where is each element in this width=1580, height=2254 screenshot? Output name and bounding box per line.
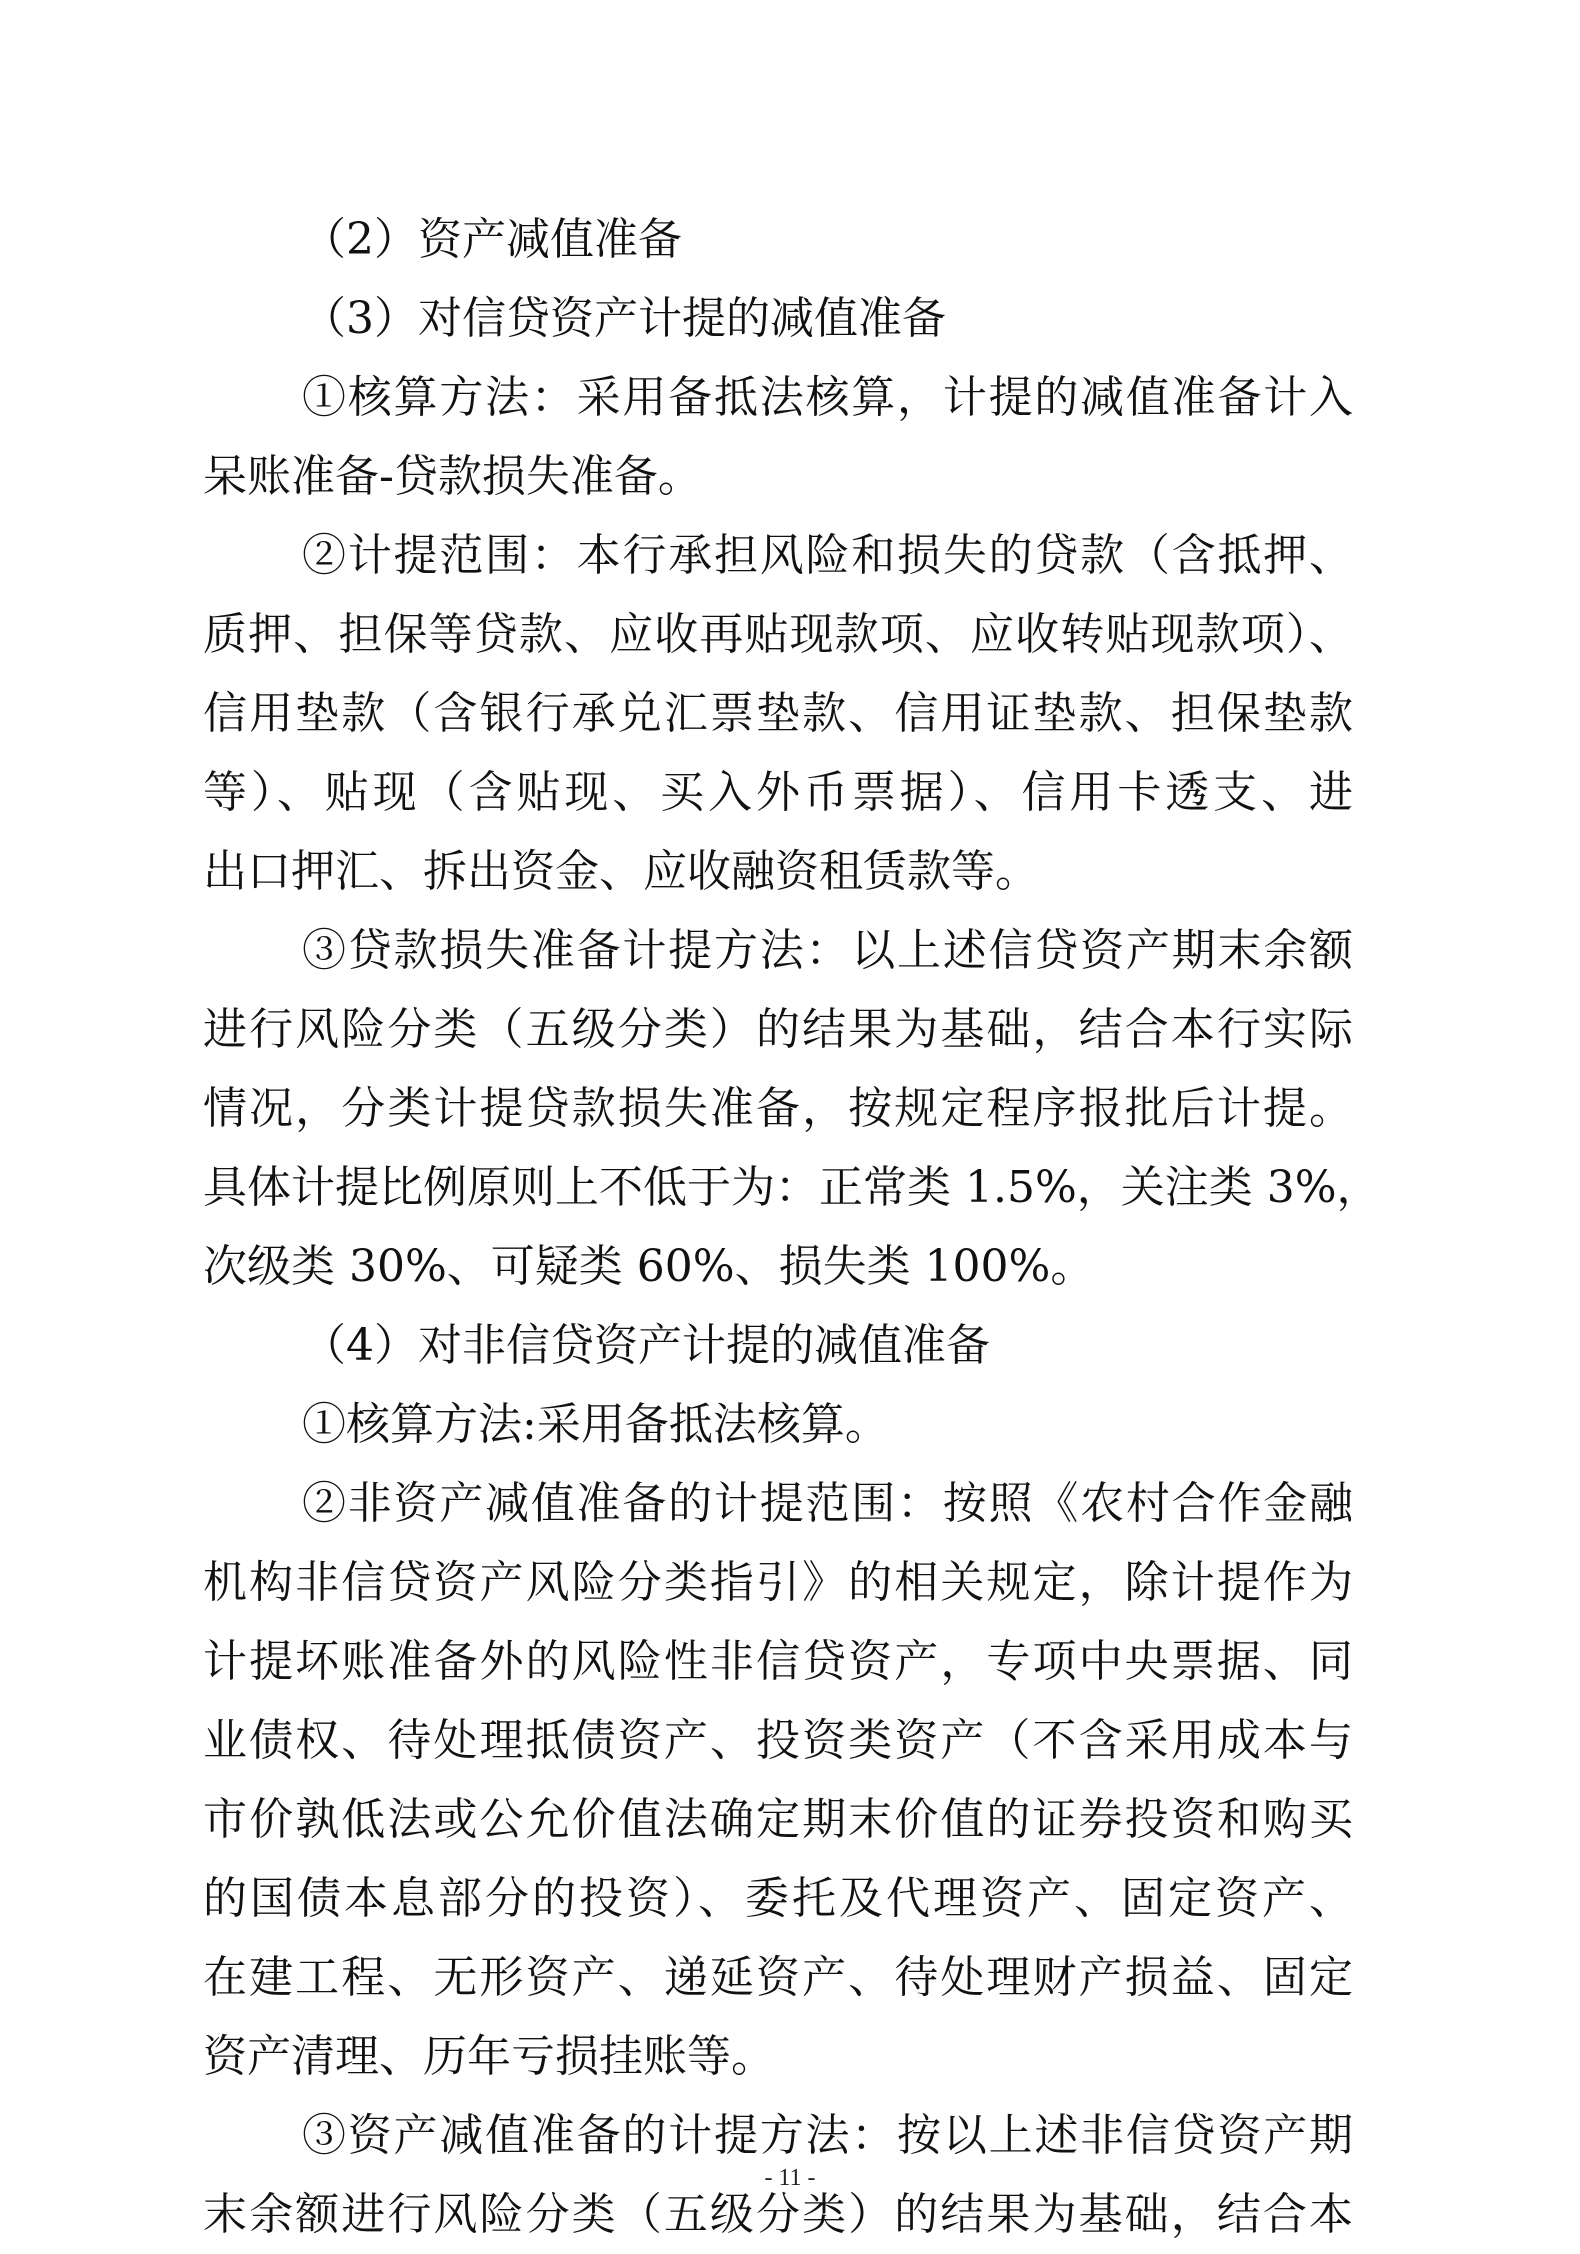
paragraph-line: 具体计提比例原则上不低于为：正常类 1.5%，关注类 3%，	[203, 1162, 1381, 1213]
paragraph-line: 末余额进行风险分类（五级分类）的结果为基础，结合本	[203, 2189, 1353, 2240]
paragraph-line: 在建工程、无形资产、递延资产、待处理财产损益、固定	[203, 1952, 1353, 2003]
paragraph-line: 的国债本息部分的投资）、委托及代理资产、固定资产、	[203, 1873, 1353, 1924]
paragraph-line: 市价孰低法或公允价值法确定期末价值的证券投资和购买	[203, 1794, 1353, 1845]
body-text	[203, 200, 1381, 2254]
paragraph-line: 业债权、待处理抵债资产、投资类资产（不含采用成本与	[203, 1715, 1353, 1766]
paragraph-line: 机构非信贷资产风险分类指引》的相关规定，除计提作为	[203, 1557, 1353, 1608]
heading-4-noncredit-asset-impairment: （4）对非信贷资产计提的减值准备	[302, 1320, 990, 1371]
paragraph-line: ②非资产减值准备的计提范围：按照《农村合作金融	[302, 1478, 1353, 1529]
paragraph-line: 等）、贴现（含贴现、买入外币票据）、信用卡透支、进	[203, 767, 1353, 818]
paragraph-line: ③贷款损失准备计提方法：以上述信贷资产期末余额	[302, 925, 1353, 976]
paragraph-line: 计提坏账准备外的风险性非信贷资产，专项中央票据、同	[203, 1636, 1353, 1687]
heading-3-credit-asset-impairment: （3）对信贷资产计提的减值准备	[302, 293, 946, 344]
page-number: - 11 -	[764, 2165, 816, 2191]
paragraph-line: 资产清理、历年亏损挂账等。	[203, 2031, 775, 2082]
paragraph-line: 进行风险分类（五级分类）的结果为基础，结合本行实际	[203, 1004, 1353, 1055]
paragraph-line: 呆账准备-贷款损失准备。	[203, 451, 702, 502]
paragraph-line: ①核算方法:采用备抵法核算。	[302, 1399, 889, 1450]
paragraph-line: 情况，分类计提贷款损失准备，按规定程序报批后计提。	[203, 1083, 1353, 1134]
paragraph-line: 次级类 30%、可疑类 60%、损失类 100%。	[203, 1241, 1095, 1292]
paragraph-line: 出口押汇、拆出资金、应收融资租赁款等。	[203, 846, 1039, 897]
paragraph-line: ①核算方法：采用备抵法核算，计提的减值准备计入	[302, 372, 1353, 423]
paragraph-line: ②计提范围：本行承担风险和损失的贷款（含抵押、	[302, 530, 1353, 581]
heading-2-asset-impairment: （2）资产减值准备	[302, 214, 682, 265]
paragraph-line: 质押、担保等贷款、应收再贴现款项、应收转贴现款项）、	[203, 609, 1353, 660]
paragraph-line: 信用垫款（含银行承兑汇票垫款、信用证垫款、担保垫款	[203, 688, 1353, 739]
paragraph-line: ③资产减值准备的计提方法：按以上述非信贷资产期	[302, 2110, 1353, 2161]
